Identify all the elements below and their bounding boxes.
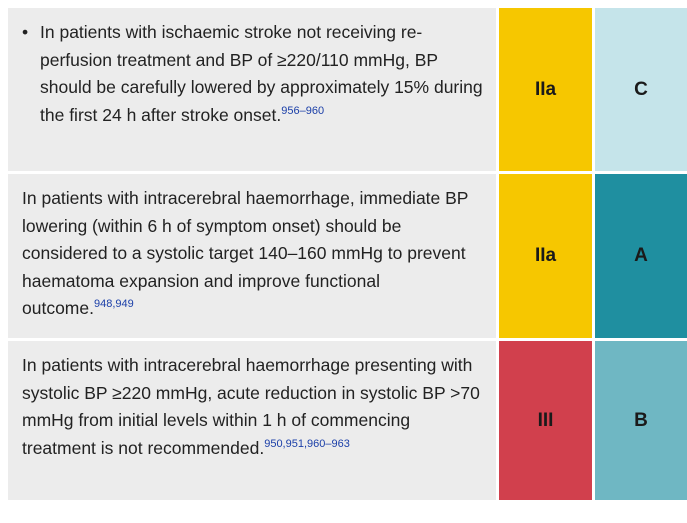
recommendation-text-cell — [8, 174, 496, 341]
reference-superscript: 948,949 — [93, 298, 134, 311]
class-of-recommendation-cell: IIa — [496, 8, 592, 174]
class-of-recommendation-cell: III — [496, 341, 592, 503]
class-of-recommendation-cell: IIa — [496, 174, 592, 341]
recommendations-table — [8, 8, 687, 503]
recommendation-text-cell — [8, 8, 496, 174]
recommendation-text: In patients with intracerebral haemorrhage presenting with systolic BP ≥220 mmHg, acute reduction in systolic BP >70 mmHg from initial levels within 1 h of commencing treatment is not recommended. — [22, 355, 480, 458]
level-of-evidence-cell: A — [592, 174, 687, 341]
level-of-evidence-cell: B — [592, 341, 687, 503]
recommendation-text-cell — [8, 341, 496, 503]
bullet-marker: • — [22, 22, 29, 42]
recommendation-bullet-item — [22, 19, 484, 129]
recommendation-text: In patients with intracerebral haemorrhage, immediate BP lowering (within 6 h of symptom onset) should be considered to a systolic target 140–160 mmHg to prevent haematoma expansion and improve functional outcome. — [22, 188, 469, 318]
recommendation-text: In patients with ischaemic stroke not receiving re-perfusion treatment and BP of ≥220/110 mmHg, BP should be carefully lowered by approximately 15% during the first 24 h after stroke onset. — [40, 22, 483, 125]
level-of-evidence-cell: C — [592, 8, 687, 174]
reference-superscript: 950,951,960–963 — [264, 437, 350, 450]
reference-superscript: 956–960 — [281, 104, 325, 117]
